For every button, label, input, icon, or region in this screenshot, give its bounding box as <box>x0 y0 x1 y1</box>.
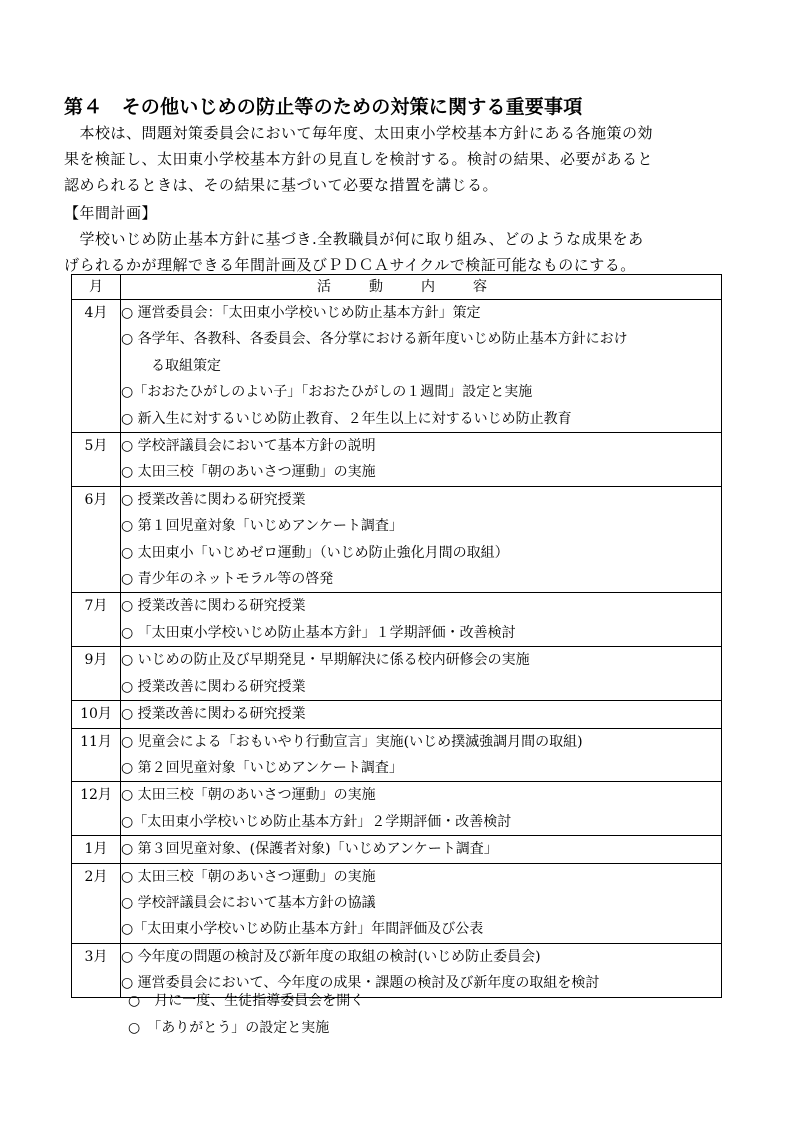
intro-line-3: 認められるときは、その結果に基づいて必要な措置を講じる。 <box>64 176 499 194</box>
activity-item: ○ 学校評議員会において基本方針の説明 <box>121 438 376 455</box>
header-activity: 活動内容 <box>121 275 722 300</box>
activity-item: ○ 第１回児童対象「いじめアンケート調査」 <box>121 518 403 535</box>
month-cell: 4月 <box>72 300 121 433</box>
month-cell: 2月 <box>72 863 121 943</box>
activity-cell <box>121 701 722 728</box>
table-row <box>72 433 722 487</box>
activity-item-continued: る取組策定 <box>151 357 221 374</box>
table-row <box>72 647 722 701</box>
table-row <box>72 701 722 728</box>
activity-item: ○ 太田三校「朝のあいさつ運動」の実施 <box>121 464 376 481</box>
annual-plan-table <box>71 274 722 998</box>
table-header-row <box>72 275 722 300</box>
activity-item: ○ 青少年のネットモラル等の啓発 <box>121 571 334 588</box>
activity-item: ○ 各学年、各教科、各委員会、各分掌における新年度いじめ防止基本方針におけ <box>121 331 628 348</box>
month-cell: 7月 <box>72 593 121 647</box>
activity-item: ○ 今年度の問題の検討及び新年度の取組の検討(いじめ防止委員会) <box>121 948 541 965</box>
activity-item: ○ 運営委員会：「太田東小学校いじめ防止基本方針」策定 <box>121 305 481 321</box>
footer-note-2: ○ 「ありがとう」の設定と実施 <box>128 1020 330 1036</box>
activity-item: ○ 授業改善に関わる研究授業 <box>121 706 306 723</box>
activity-item: ○ 授業改善に関わる研究授業 <box>121 678 306 695</box>
footer-note-1: ○ 月に一度、生徒指導委員会を開く <box>128 993 365 1009</box>
month-cell: 5月 <box>72 433 121 487</box>
activity-item: ○ 新入生に対するいじめ防止教育、２年生以上に対するいじめ防止教育 <box>121 410 572 427</box>
month-cell: 3月 <box>72 943 121 997</box>
activity-item: ○ 授業改善に関わる研究授業 <box>121 491 306 508</box>
table-row <box>72 836 722 863</box>
activity-item: ○「太田東小学校いじめ防止基本方針」２学期評価・改善検討 <box>121 813 512 830</box>
month-cell: 1月 <box>72 836 121 863</box>
activity-cell <box>121 300 722 433</box>
activity-cell <box>121 863 722 943</box>
activity-cell <box>121 433 722 487</box>
month-cell: 11月 <box>72 728 121 782</box>
activity-item: ○「太田東小学校いじめ防止基本方針」年間評価及び公表 <box>121 921 484 938</box>
month-cell: 9月 <box>72 647 121 701</box>
activity-item: ○「おおたひがしのよい子」「おおたひがしの１週間」設定と実施 <box>121 384 533 401</box>
month-cell: 6月 <box>72 486 121 593</box>
activity-item: ○ いじめの防止及び早期発見・早期解決に係る校内研修会の実施 <box>121 652 530 669</box>
table-row <box>72 300 722 433</box>
activity-cell <box>121 486 722 593</box>
activity-cell <box>121 647 722 701</box>
table-row <box>72 728 722 782</box>
intro-line-5: 学校いじめ防止基本方針に基づき.全教職員が何に取り組み、どのような成果をあ <box>64 230 644 248</box>
intro-line-2: 果を検証し、太田東小学校基本方針の見直しを検討する。検討の結果、必要があると <box>64 150 654 168</box>
section-heading: 第４ その他いじめの防止等のための対策に関する重要事項 <box>64 96 583 118</box>
intro-line-6: げられるかが理解できる年間計画及びＰＤＣＡサイクルで検証可能なものにする。 <box>64 256 636 274</box>
activity-item: ○ 太田東小「いじめゼロ運動」（いじめ防止強化月間の取組） <box>121 544 509 561</box>
activity-cell <box>121 836 722 863</box>
activity-item: ○ 第３回児童対象、(保護者対象)「いじめアンケート調査」 <box>121 841 498 858</box>
header-month: 月 <box>72 275 121 300</box>
table-row <box>72 486 722 593</box>
activity-item: ○ 学校評議員会において基本方針の協議 <box>121 894 376 911</box>
activity-item: ○ 授業改善に関わる研究授業 <box>121 598 306 615</box>
table-row <box>72 863 722 943</box>
activity-cell <box>121 593 722 647</box>
activity-cell <box>121 728 722 782</box>
month-cell: 12月 <box>72 782 121 836</box>
activity-cell <box>121 943 722 997</box>
table-row <box>72 782 722 836</box>
activity-item: ○ 第２回児童対象「いじめアンケート調査」 <box>121 759 403 776</box>
activity-item: ○ 運営委員会において、今年度の成果・課題の検討及び新年度の取組を検討 <box>121 975 600 992</box>
month-cell: 10月 <box>72 701 121 728</box>
activity-item: ○ 太田三校「朝のあいさつ運動」の実施 <box>121 787 376 804</box>
activity-cell <box>121 782 722 836</box>
activity-item: ○ 太田三校「朝のあいさつ運動」の実施 <box>121 868 376 885</box>
activity-item: ○ 「太田東小学校いじめ防止基本方針」１学期評価・改善検討 <box>121 624 516 641</box>
activity-item: ○ 児童会による「おもいやり行動宣言」実施(いじめ撲滅強調月間の取組) <box>121 733 583 750</box>
table-row <box>72 943 722 997</box>
table-row <box>72 593 722 647</box>
intro-line-1: 本校は、問題対策委員会において毎年度、太田東小学校基本方針にある各施策の効 <box>64 124 654 142</box>
annual-plan-label: 【年間計画】 <box>64 204 158 222</box>
